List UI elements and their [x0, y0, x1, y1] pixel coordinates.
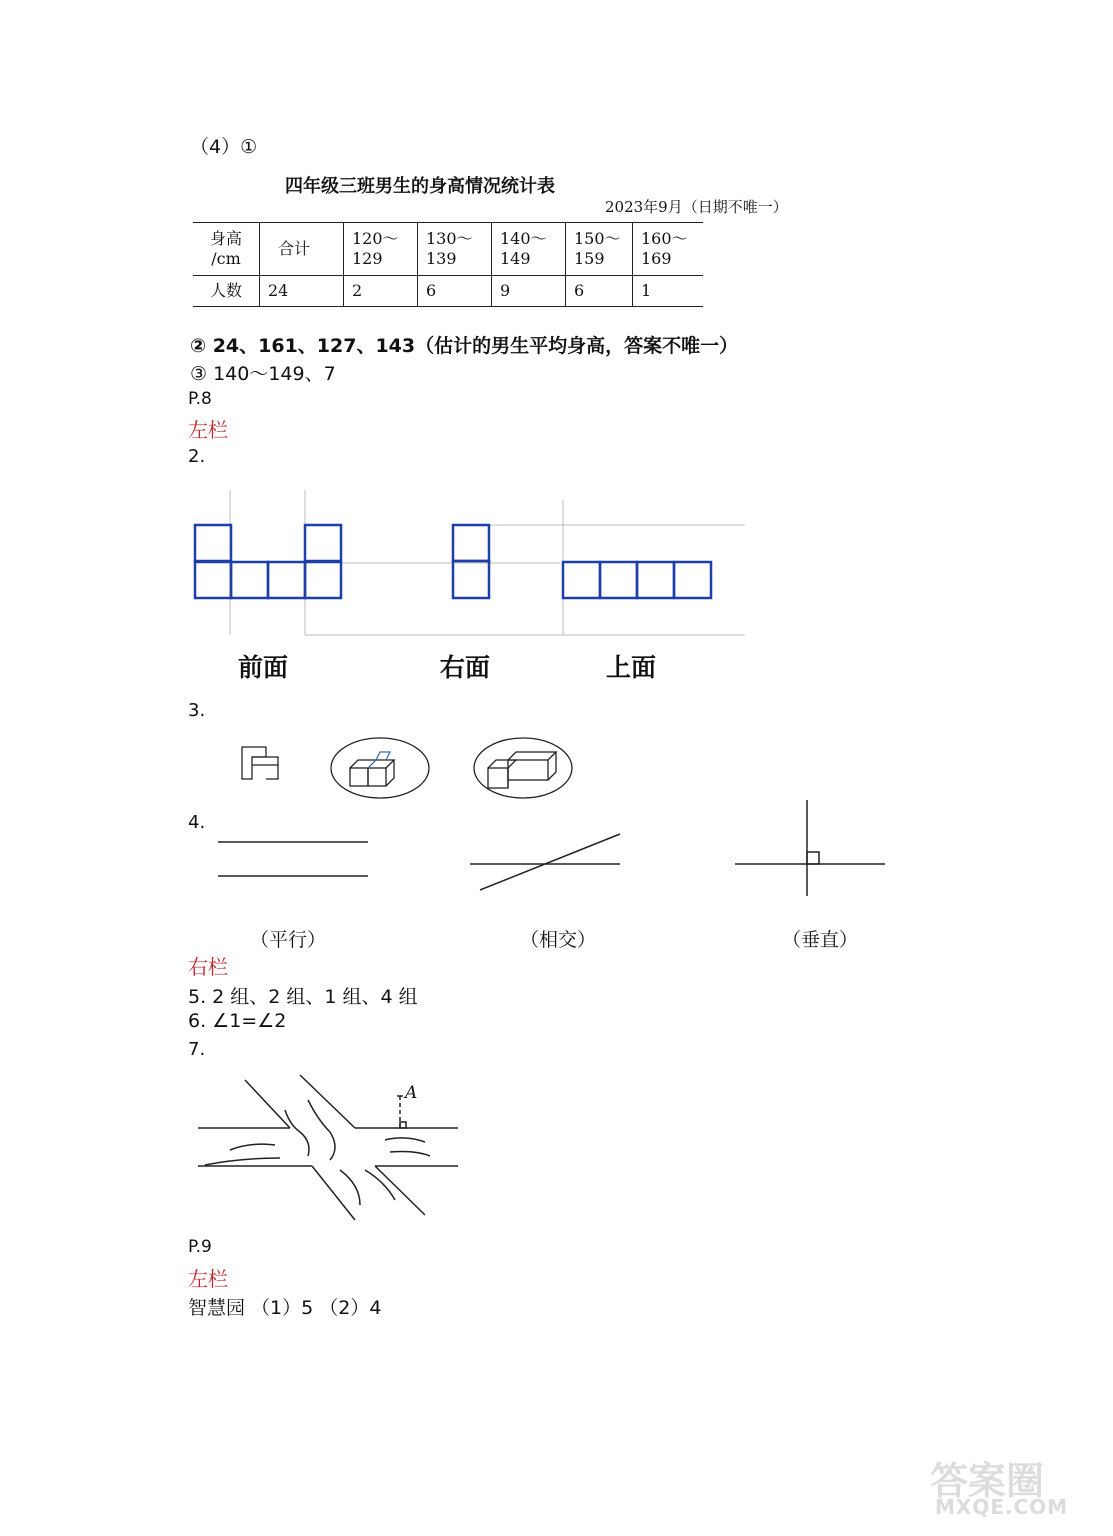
parallel-label: （平行） — [250, 929, 327, 951]
answer-3: ③ 140～149、7 — [190, 363, 336, 385]
top-view-squares — [563, 562, 711, 598]
table-title: 四年级三班男生的身高情况统计表 — [285, 176, 555, 197]
header-label-line1: 身高 — [209, 229, 242, 248]
front-view-label: 前面 — [238, 653, 289, 682]
cube-views-drawing — [230, 735, 610, 805]
range-bottom: 169 — [641, 249, 672, 268]
table-date: 2023年9月（日期不唯一） — [605, 198, 788, 216]
question-2-number: 2. — [188, 446, 206, 467]
question-7-number: 7. — [188, 1039, 206, 1060]
wisdom-garden-answer: 智慧园 （1）5 （2）4 — [188, 1297, 382, 1319]
section-label: （4）① — [190, 136, 258, 158]
front-view-squares — [195, 525, 341, 598]
table-row — [193, 223, 703, 276]
watermark-logo: 答案圈 — [930, 1459, 1045, 1503]
range-top: 150～ — [574, 229, 621, 248]
right-column-heading: 右栏 — [188, 955, 228, 979]
parallel-lines — [218, 842, 368, 876]
count-cell: 2 — [344, 276, 418, 307]
header-label-cell — [193, 223, 260, 276]
top-view-label: 上面 — [606, 653, 657, 682]
lines-drawing — [215, 798, 895, 898]
perpendicular-lines — [735, 800, 885, 896]
range-cell — [344, 223, 418, 276]
left-column-heading-2: 左栏 — [188, 1267, 228, 1291]
perpendicular-label: （垂直） — [782, 929, 859, 951]
right-view-squares — [453, 525, 489, 598]
three-views-drawing — [185, 485, 765, 650]
count-cell: 6 — [566, 276, 633, 307]
range-cell — [418, 223, 492, 276]
question-4-number: 4. — [188, 812, 206, 833]
table-row — [193, 276, 703, 307]
range-cell — [633, 223, 704, 276]
range-cell — [566, 223, 633, 276]
total-header-cell: 合计 — [260, 223, 344, 276]
river-drawing — [190, 1070, 465, 1230]
page-number-p9: P.9 — [188, 1237, 212, 1257]
range-bottom: 129 — [352, 249, 383, 268]
intersect-label: （相交） — [520, 929, 597, 951]
watermark-url: MXQE.COM — [935, 1495, 1069, 1519]
right-view-label: 右面 — [440, 653, 491, 682]
height-stats-table — [193, 222, 703, 307]
answer-6: 6. ∠1=∠2 — [188, 1010, 287, 1032]
answer-5: 5. 2 组、2 组、1 组、4 组 — [188, 986, 418, 1008]
range-top: 160～ — [641, 229, 688, 248]
header-label-line2: /cm — [211, 249, 241, 268]
point-a-label: A — [405, 1083, 418, 1103]
total-cell: 24 — [260, 276, 344, 307]
answer-2: ② 24、161、127、143（估计的男生平均身高，答案不唯一） — [190, 335, 739, 357]
range-top: 140～ — [500, 229, 547, 248]
range-bottom: 139 — [426, 249, 457, 268]
count-cell: 9 — [492, 276, 566, 307]
page-number-p8: P.8 — [188, 389, 212, 409]
range-top: 130～ — [426, 229, 473, 248]
question-3-number: 3. — [188, 700, 206, 721]
count-cell: 1 — [633, 276, 704, 307]
range-bottom: 159 — [574, 249, 605, 268]
range-cell — [492, 223, 566, 276]
range-bottom: 149 — [500, 249, 531, 268]
count-cell: 6 — [418, 276, 492, 307]
left-column-heading: 左栏 — [188, 418, 228, 442]
range-top: 120～ — [352, 229, 399, 248]
count-label-cell: 人数 — [193, 276, 260, 307]
intersecting-lines — [470, 834, 620, 890]
